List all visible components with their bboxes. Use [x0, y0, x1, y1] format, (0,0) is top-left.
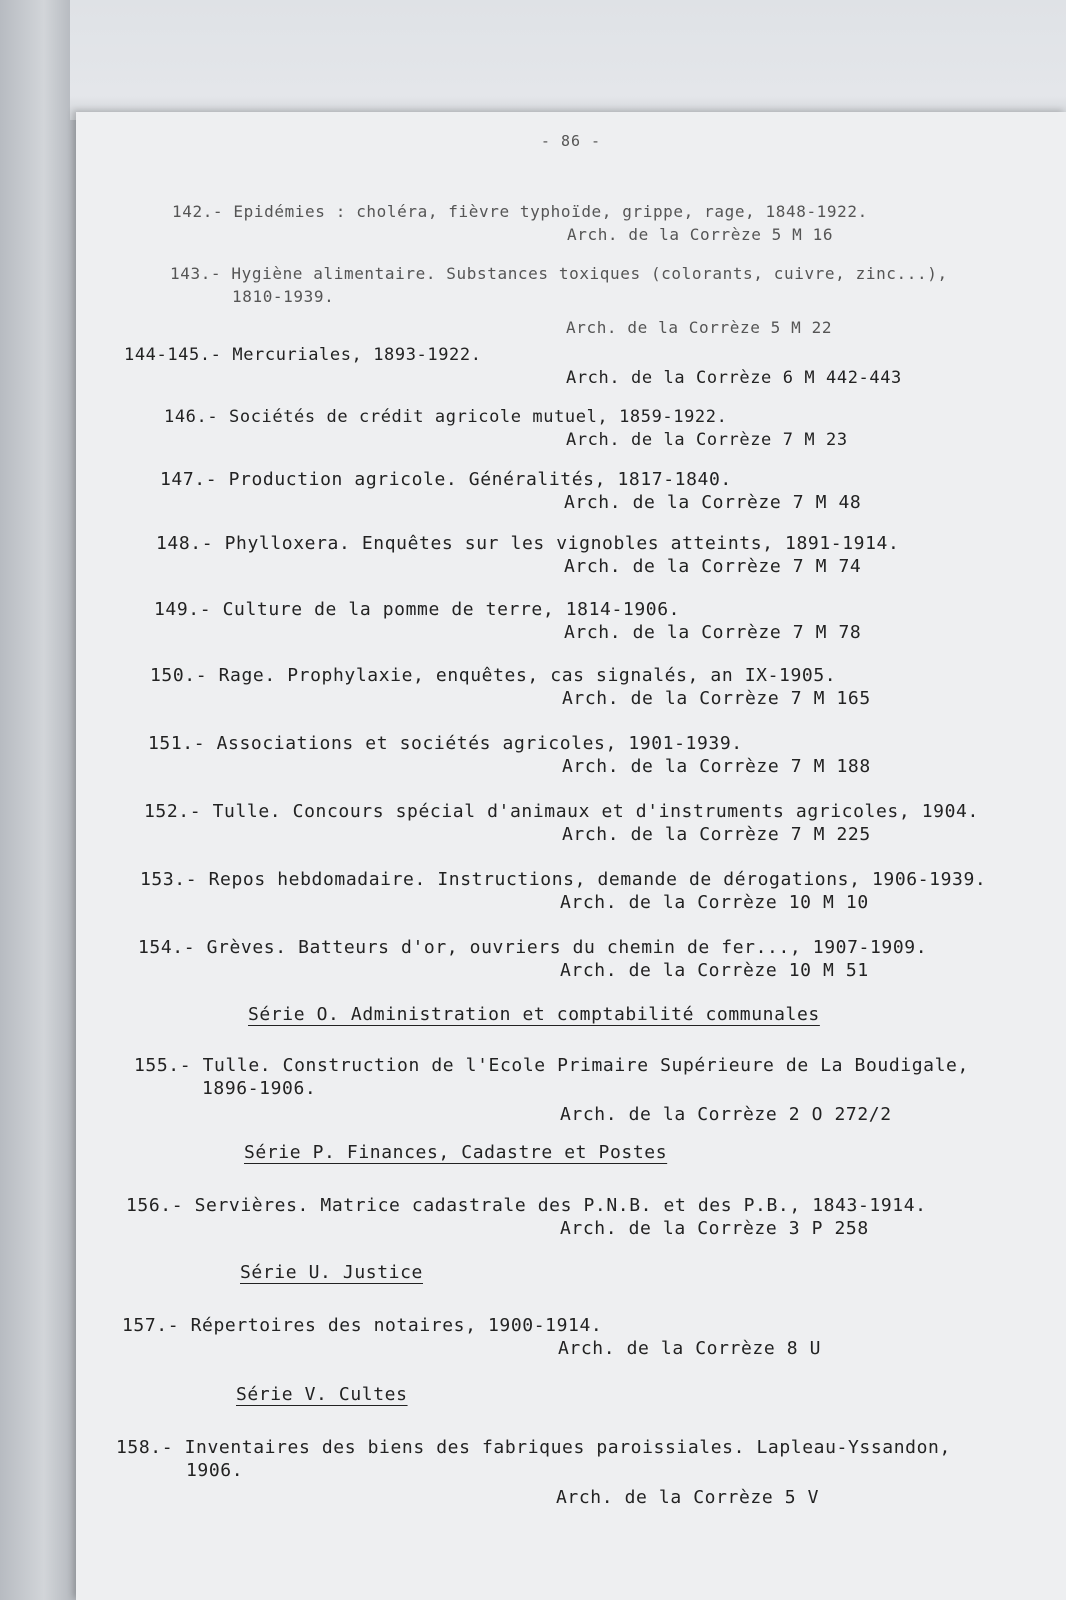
entry-text: Tulle. Concours spécial d'animaux et d'instruments agricoles, 1904. — [212, 801, 979, 822]
entry-number: 158.- — [116, 1437, 174, 1458]
entry-reference: Arch. de la Corrèze 5 M 16 — [567, 225, 834, 244]
entry-147 — [160, 468, 861, 514]
background-page — [70, 0, 1066, 120]
entry-number: 150.- — [150, 665, 208, 686]
entry-text: Hygiène alimentaire. Substances toxiques (colorants, cuivre, zinc...), — [231, 264, 948, 283]
entry-146 — [164, 406, 848, 452]
entry-text: Répertoires des notaires, 1900-1914. — [190, 1315, 603, 1336]
section-heading-serie-v: Série V. Cultes — [236, 1384, 408, 1405]
entry-reference: Arch. de la Corrèze 7 M 23 — [566, 430, 848, 450]
entry-150 — [150, 664, 871, 710]
entry-151 — [148, 732, 871, 778]
entry-continuation: 1810-1939. — [232, 287, 335, 306]
entry-reference: Arch. de la Corrèze 2 O 272/2 — [560, 1104, 892, 1125]
entry-number: 143.- — [170, 264, 222, 283]
entry-text: Production agricole. Généralités, 1817-1840. — [228, 469, 732, 490]
entry-reference: Arch. de la Corrèze 6 M 442-443 — [566, 368, 902, 388]
entry-157 — [122, 1314, 821, 1360]
entry-text: Servières. Matrice cadastrale des P.N.B. et des P.B., 1843-1914. — [194, 1195, 927, 1216]
entry-continuation: 1906. — [186, 1460, 244, 1481]
entry-number: 142.- — [172, 202, 224, 221]
entry-text: Mercuriales, 1893-1922. — [232, 345, 482, 365]
entry-text: Rage. Prophylaxie, enquêtes, cas signalés, an IX-1905. — [218, 665, 837, 686]
entry-text: Repos hebdomadaire. Instructions, demande de dérogations, 1906-1939. — [208, 869, 987, 890]
entry-number: 144-145.- — [124, 345, 222, 365]
entry-text: Inventaires des biens des fabriques paroissiales. Lapleau-Yssandon, — [184, 1437, 951, 1458]
entry-reference: Arch. de la Corrèze 10 M 10 — [560, 892, 869, 913]
entry-number: 154.- — [138, 937, 196, 958]
entry-text: Tulle. Construction de l'Ecole Primaire Supérieure de La Boudigale, — [202, 1055, 969, 1076]
entry-number: 147.- — [160, 469, 218, 490]
entry-reference: Arch. de la Corrèze 10 M 51 — [560, 960, 869, 981]
entry-reference: Arch. de la Corrèze 7 M 78 — [564, 622, 862, 643]
entry-text: Associations et sociétés agricoles, 1901-1939. — [216, 733, 743, 754]
page-number: - 86 - — [540, 132, 602, 150]
entry-152 — [144, 800, 979, 846]
entry-continuation: 1896-1906. — [202, 1078, 317, 1099]
entry-156 — [126, 1194, 927, 1240]
entry-reference: Arch. de la Corrèze 7 M 165 — [562, 688, 871, 709]
entry-reference: Arch. de la Corrèze 5 M 22 — [566, 318, 833, 337]
entry-number: 155.- — [134, 1055, 192, 1076]
entry-number: 146.- — [164, 407, 219, 427]
entry-text: Sociétés de crédit agricole mutuel, 1859-1922. — [229, 407, 728, 427]
entry-142 — [172, 200, 868, 246]
entry-number: 151.- — [148, 733, 206, 754]
entry-149 — [154, 598, 861, 644]
entry-number: 153.- — [140, 869, 198, 890]
entry-reference: Arch. de la Corrèze 7 M 225 — [562, 824, 871, 845]
entry-reference: Arch. de la Corrèze 5 V — [556, 1487, 820, 1508]
entry-text: Grèves. Batteurs d'or, ouvriers du chemin de fer..., 1907-1909. — [206, 937, 928, 958]
section-heading-serie-o: Série O. Administration et comptabilité communales — [248, 1004, 820, 1025]
facing-page-edge — [0, 0, 80, 1600]
entry-text: Phylloxera. Enquêtes sur les vignobles atteints, 1891-1914. — [224, 533, 900, 554]
entry-143 — [170, 262, 948, 339]
entry-reference: Arch. de la Corrèze 7 M 48 — [564, 492, 862, 513]
entry-reference: Arch. de la Corrèze 3 P 258 — [560, 1218, 869, 1239]
entry-text: Epidémies : choléra, fièvre typhoïde, grippe, rage, 1848-1922. — [233, 202, 868, 221]
entry-number: 157.- — [122, 1315, 180, 1336]
entry-153 — [140, 868, 986, 914]
entry-number: 148.- — [156, 533, 214, 554]
entry-number: 149.- — [154, 599, 212, 620]
entry-text: Culture de la pomme de terre, 1814-1906. — [222, 599, 681, 620]
entry-155 — [134, 1054, 969, 1126]
entry-148 — [156, 532, 899, 578]
entry-reference: Arch. de la Corrèze 7 M 188 — [562, 756, 871, 777]
section-heading-serie-p: Série P. Finances, Cadastre et Postes — [244, 1142, 668, 1163]
entry-158 — [116, 1436, 951, 1509]
entry-reference: Arch. de la Corrèze 7 M 74 — [564, 556, 862, 577]
entry-reference: Arch. de la Corrèze 8 U — [558, 1338, 822, 1359]
entry-number: 156.- — [126, 1195, 184, 1216]
entry-144-145 — [124, 344, 902, 390]
entry-154 — [138, 936, 927, 982]
section-heading-serie-u: Série U. Justice — [240, 1262, 423, 1283]
document-page — [76, 112, 1066, 1600]
entry-number: 152.- — [144, 801, 202, 822]
